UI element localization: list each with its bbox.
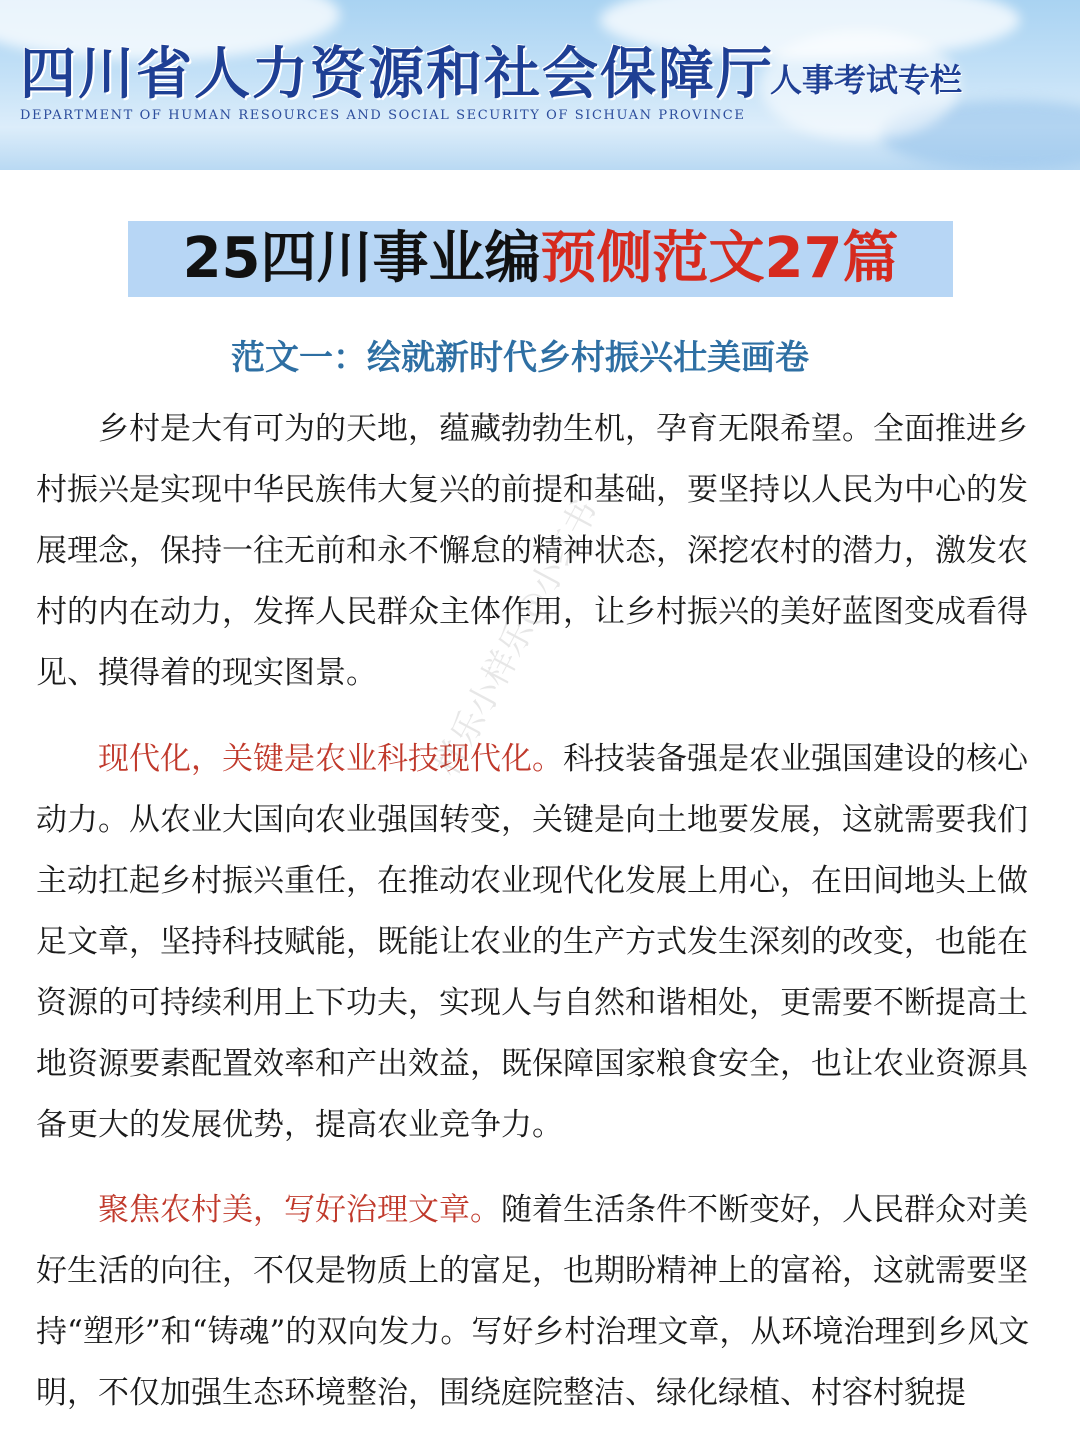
essay-title: 范文一：绘就新时代乡村振兴壮美画卷: [231, 338, 809, 378]
headline-part1: 25四川事业编: [182, 226, 541, 291]
paragraph-1: 乡村是大有可为的天地，蕴藏勃勃生机，孕育无限希望。全面推进乡村振兴是实现中华民族伟大复兴的前提和基础，要坚持以人民为中心的发展理念，保持一往无前和永不懈怠的精神状态，深挖农村的潜力，激发农村的内在动力，发挥人民群众主体作用，让乡村振兴的美好蓝图变成看得见、摸得着的现实图景。: [36, 411, 1028, 691]
banner-title: 四川省人力资源和社会保障厅: [20, 42, 774, 107]
paragraph-2-highlight: 现代化，关键是农业科技现代化。: [98, 741, 563, 777]
banner-tag: 人事考试专栏: [770, 61, 963, 99]
banner-subtitle: DEPARTMENT OF HUMAN RESOURCES AND SOCIAL SECURITY OF SICHUAN PROVINCE: [20, 108, 746, 123]
paragraph-2: [36, 729, 1046, 1156]
paragraph-3: [36, 1180, 1046, 1424]
headline-part2: 预侧范文27篇: [540, 226, 899, 291]
paragraph-2-body: 科技装备强是农业强国建设的核心动力。从农业大国向农业强国转变，关键是向土地要发展，这就需要我们主动扛起乡村振兴重任，在推动农业现代化发展上用心，在田间地头上做足文章，坚持科技赋能，既能让农业的生产方式发生深刻的改变，也能在资源的可持续利用上下功夫，实现人与自然和谐相处，更需要不断提高土地资源要素配置效率和产出效益，既保障国家粮食安全，也让农业资源具备更大的发展优势，提高农业竞争力。: [36, 741, 1028, 1143]
paragraph-3-body: 随着生活条件不断变好，人民群众对美好生活的向往，不仅是物质上的富足，也期盼精神上的富裕，这就需要坚持“塑形”和“铸魂”的双向发力。写好乡村治理文章，从环境治理到乡风文明，不仅加强生态环境整治，围绕庭院整洁、绿化绿植、村容村貌提: [36, 1192, 1030, 1411]
header-banner: [0, 0, 1080, 170]
paragraph-3-highlight: 聚焦农村美，写好治理文章。: [98, 1192, 501, 1228]
headline: [128, 221, 953, 297]
watermark: 样乐小样乐@小红书: [427, 493, 607, 783]
